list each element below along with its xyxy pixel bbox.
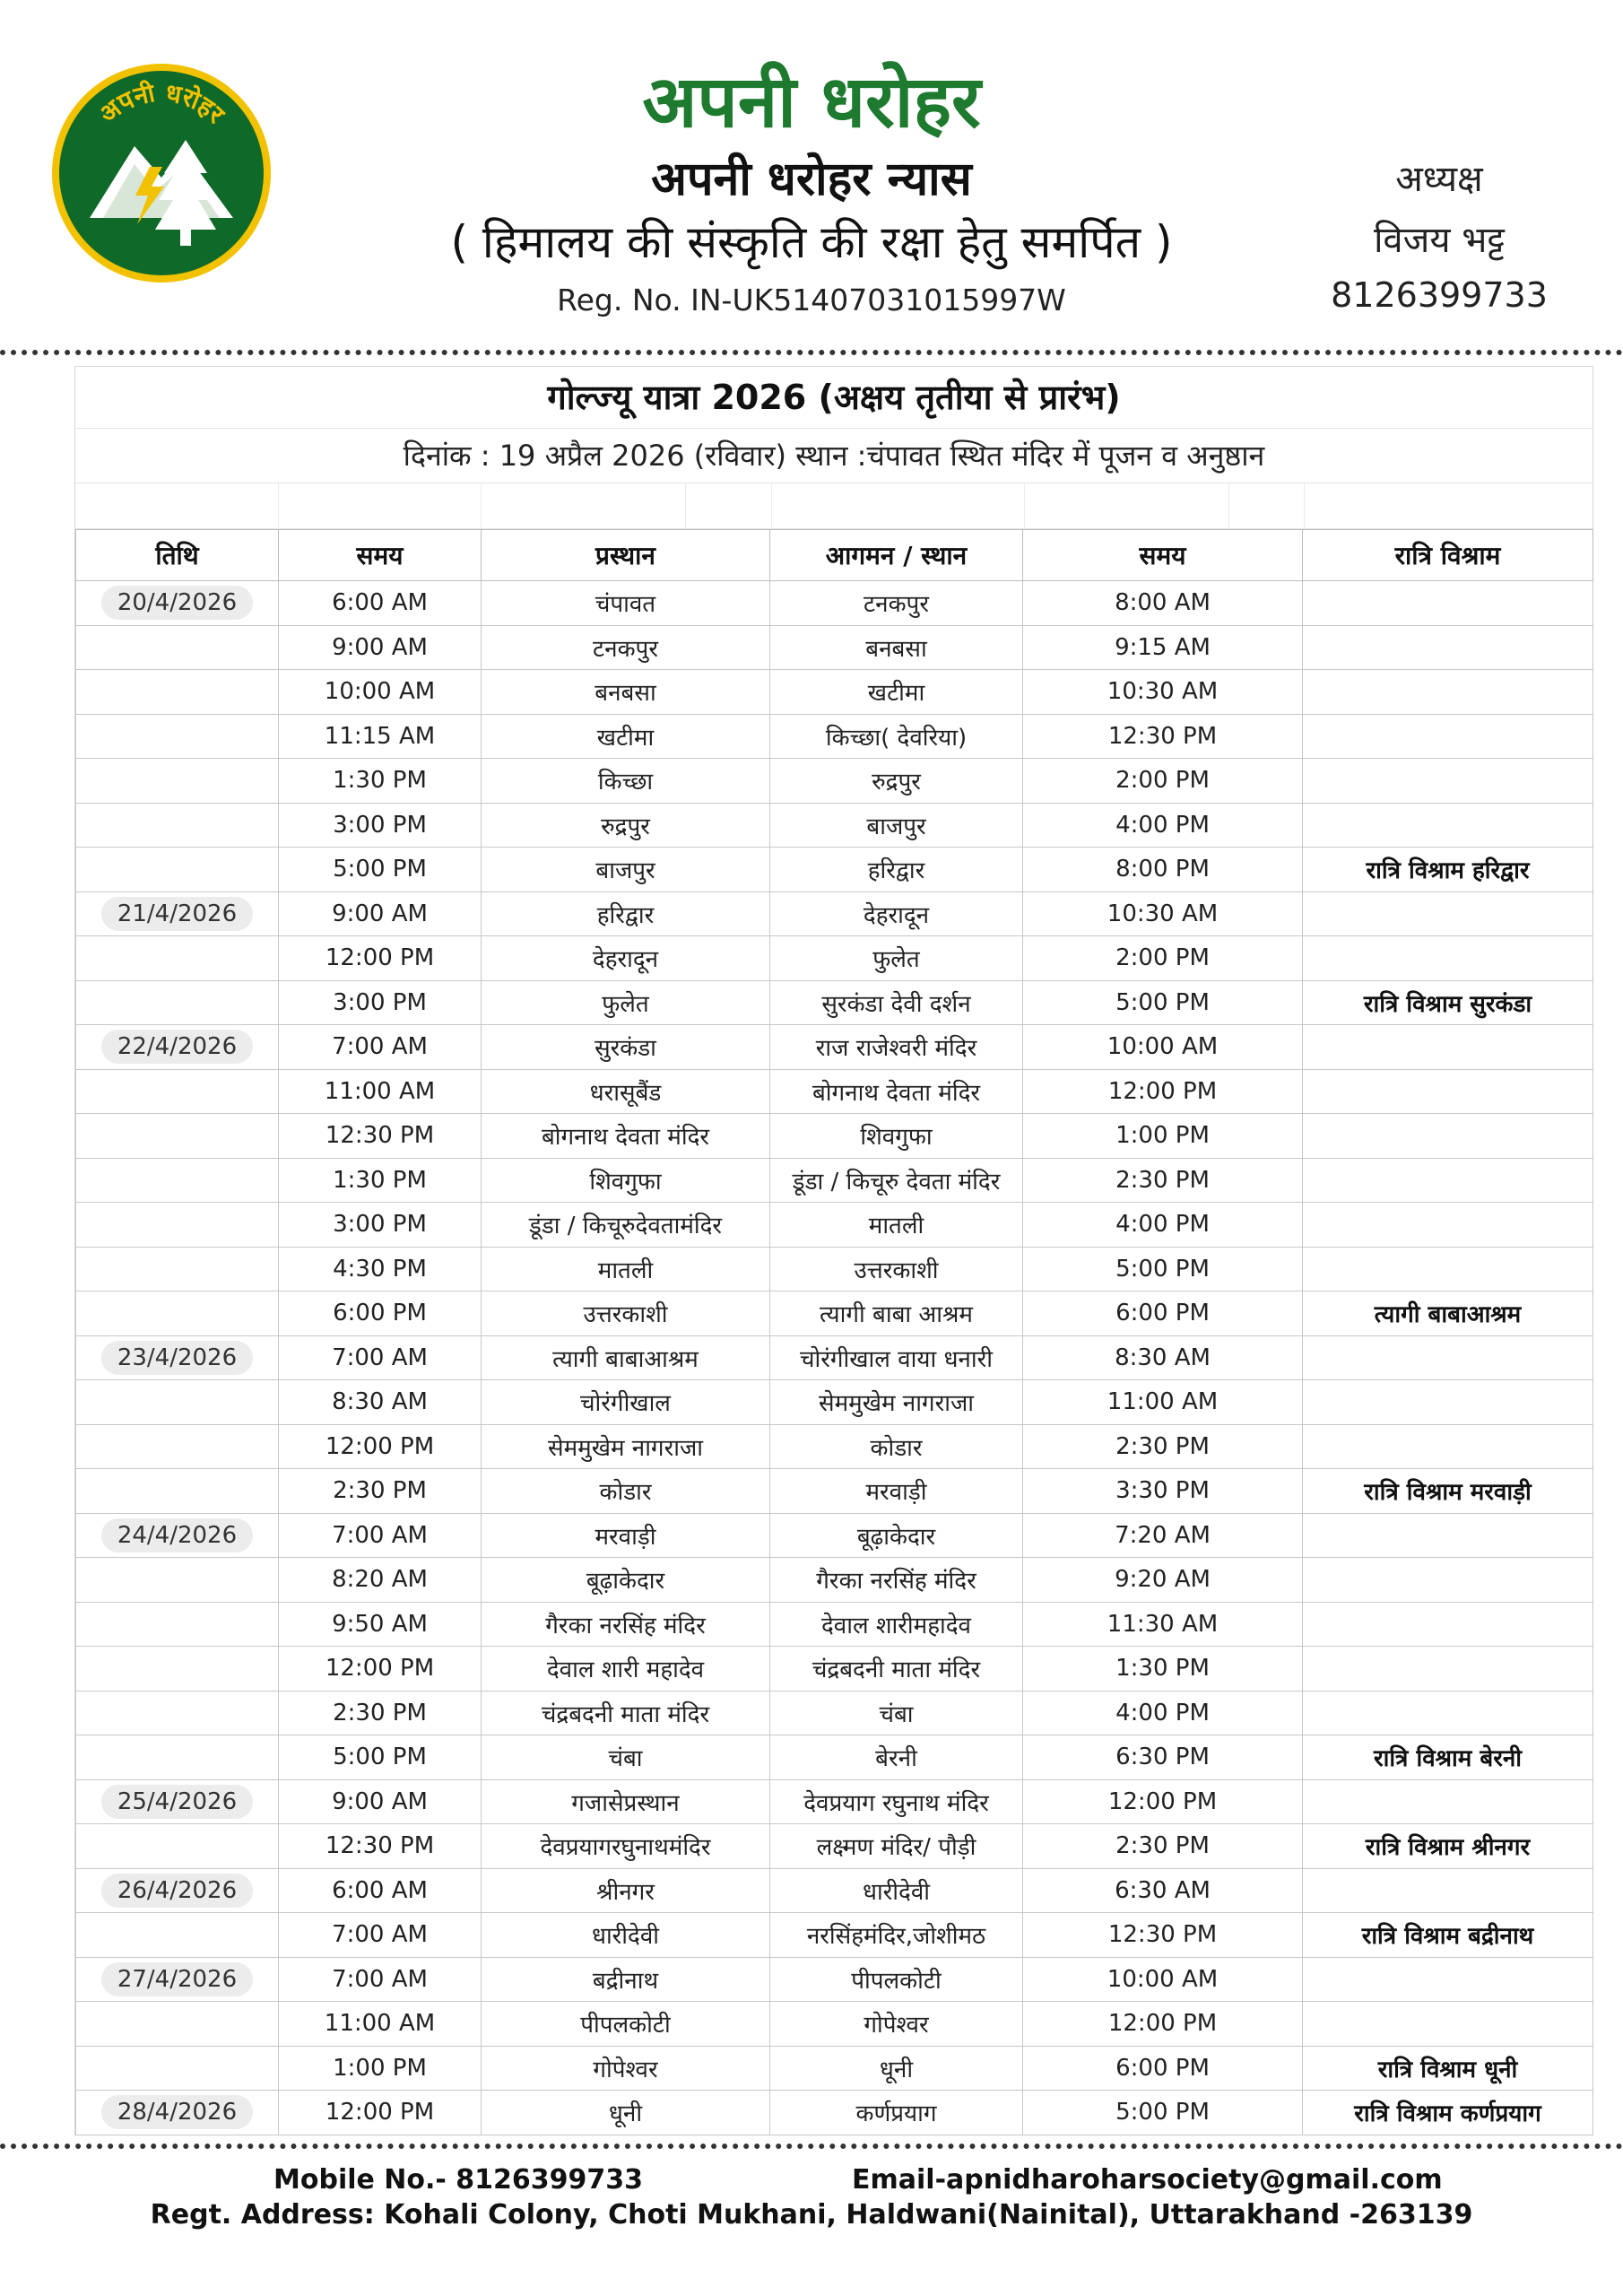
departure-time: 11:00 AM bbox=[279, 2002, 482, 2047]
departure-time: 7:00 AM bbox=[279, 1513, 482, 1558]
table-row bbox=[76, 714, 1593, 759]
departure-time: 1:30 PM bbox=[279, 759, 482, 804]
departure-place: हरिद्वार bbox=[482, 891, 770, 936]
departure-time: 11:15 AM bbox=[279, 714, 482, 759]
table-row bbox=[76, 1114, 1593, 1159]
table-row bbox=[76, 1957, 1593, 2002]
table-row bbox=[76, 1602, 1593, 1647]
date-cell bbox=[76, 1558, 279, 1603]
night-stay: रात्रि विश्राम बेरनी bbox=[1303, 1735, 1593, 1780]
arrival-place: देवप्रयाग रघुनाथ मंदिर bbox=[770, 1779, 1023, 1824]
night-stay bbox=[1303, 1069, 1593, 1114]
departure-place: चंबा bbox=[482, 1735, 770, 1780]
trust-name: अपनी धरोहर न्यास bbox=[651, 152, 972, 206]
arrival-time: 4:00 PM bbox=[1023, 1691, 1303, 1735]
arrival-place: धूनी bbox=[770, 2046, 1023, 2091]
departure-place: कोडार bbox=[482, 1469, 770, 1514]
itinerary-sheet bbox=[74, 366, 1593, 2135]
night-stay bbox=[1303, 936, 1593, 981]
departure-time: 1:30 PM bbox=[279, 1158, 482, 1203]
arrival-time: 8:00 AM bbox=[1023, 581, 1303, 626]
table-row bbox=[76, 2002, 1593, 2047]
date-chip: 28/4/2026 bbox=[101, 2095, 253, 2129]
arrival-place: बाजपुर bbox=[770, 803, 1023, 848]
departure-place: बूढ़ाकेदार bbox=[482, 1558, 770, 1603]
table-row bbox=[76, 1513, 1593, 1558]
date-chip: 24/4/2026 bbox=[101, 1518, 253, 1552]
arrival-time: 4:00 PM bbox=[1023, 1203, 1303, 1248]
departure-time: 3:00 PM bbox=[279, 803, 482, 848]
departure-place: सुरकंडा bbox=[482, 1025, 770, 1070]
date-cell bbox=[76, 1868, 279, 1913]
arrival-time: 12:30 PM bbox=[1023, 714, 1303, 759]
date-chip: 21/4/2026 bbox=[101, 897, 253, 931]
arrival-place: सेममुखेम नागराजा bbox=[770, 1380, 1023, 1425]
column-header: रात्रि विश्राम bbox=[1303, 530, 1593, 581]
schedule-table bbox=[75, 529, 1593, 2135]
arrival-time: 11:00 AM bbox=[1023, 1380, 1303, 1425]
departure-place: फुलेत bbox=[482, 980, 770, 1025]
arrival-place: बेरनी bbox=[770, 1735, 1023, 1780]
departure-place: टनकपुर bbox=[482, 625, 770, 670]
departure-time: 9:00 AM bbox=[279, 625, 482, 670]
departure-place: बद्रीनाथ bbox=[482, 1957, 770, 2002]
departure-time: 5:00 PM bbox=[279, 1735, 482, 1780]
date-cell bbox=[76, 2046, 279, 2091]
arrival-time: 9:20 AM bbox=[1023, 1558, 1303, 1603]
date-cell bbox=[76, 1025, 279, 1070]
table-row bbox=[76, 2091, 1593, 2135]
arrival-place: लक्ष्मण मंदिर/ पौड़ी bbox=[770, 1824, 1023, 1869]
date-chip: 25/4/2026 bbox=[101, 1785, 253, 1819]
date-chip: 27/4/2026 bbox=[101, 1962, 253, 1996]
night-stay bbox=[1303, 670, 1593, 715]
table-row bbox=[76, 936, 1593, 981]
night-stay: त्यागी बाबाआश्रम bbox=[1303, 1292, 1593, 1336]
arrival-time: 11:30 AM bbox=[1023, 1602, 1303, 1647]
table-row bbox=[76, 1691, 1593, 1735]
night-stay bbox=[1303, 1335, 1593, 1380]
date-cell bbox=[76, 1735, 279, 1780]
departure-place: गैरका नरसिंह मंदिर bbox=[482, 1602, 770, 1647]
night-stay bbox=[1303, 1647, 1593, 1692]
departure-place: सेममुखेम नागराजा bbox=[482, 1424, 770, 1469]
departure-time: 7:00 AM bbox=[279, 1913, 482, 1958]
departure-place: बोगनाथ देवता मंदिर bbox=[482, 1114, 770, 1159]
night-stay bbox=[1303, 1868, 1593, 1913]
table-row bbox=[76, 1025, 1593, 1070]
night-stay bbox=[1303, 1158, 1593, 1203]
departure-place: देवप्रयागरघुनाथमंदिर bbox=[482, 1824, 770, 1869]
arrival-place: नरसिंहमंदिर,जोशीमठ bbox=[770, 1913, 1023, 1958]
night-stay: रात्रि विश्राम कर्णप्रयाग bbox=[1303, 2091, 1593, 2135]
blank-row bbox=[75, 483, 1593, 529]
date-chip: 20/4/2026 bbox=[101, 586, 253, 620]
arrival-place: बोगनाथ देवता मंदिर bbox=[770, 1069, 1023, 1114]
night-stay bbox=[1303, 1114, 1593, 1159]
table-row bbox=[76, 848, 1593, 892]
departure-place: त्यागी बाबाआश्रम bbox=[482, 1335, 770, 1380]
date-chip: 22/4/2026 bbox=[101, 1030, 253, 1064]
arrival-time: 9:15 AM bbox=[1023, 625, 1303, 670]
departure-place: धरासूबैंड bbox=[482, 1069, 770, 1114]
departure-place: चोरंगीखाल bbox=[482, 1380, 770, 1425]
date-cell bbox=[76, 1335, 279, 1380]
arrival-time: 8:30 AM bbox=[1023, 1335, 1303, 1380]
table-row bbox=[76, 891, 1593, 936]
table-row bbox=[76, 1469, 1593, 1514]
departure-place: देहरादून bbox=[482, 936, 770, 981]
date-cell bbox=[76, 581, 279, 626]
footer-email: Email-apnidharoharsociety@gmail.com bbox=[852, 2164, 1443, 2196]
column-header: तिथि bbox=[76, 530, 279, 581]
table-row bbox=[76, 625, 1593, 670]
departure-place: चंद्रबदनी माता मंदिर bbox=[482, 1691, 770, 1735]
arrival-place: कर्णप्रयाग bbox=[770, 2091, 1023, 2135]
arrival-place: डूंडा / किचूरु देवता मंदिर bbox=[770, 1158, 1023, 1203]
departure-place: धूनी bbox=[482, 2091, 770, 2135]
header-divider bbox=[0, 350, 1623, 355]
departure-time: 9:00 AM bbox=[279, 891, 482, 936]
departure-time: 6:00 AM bbox=[279, 581, 482, 626]
departure-place: बनबसा bbox=[482, 670, 770, 715]
arrival-time: 10:00 AM bbox=[1023, 1025, 1303, 1070]
arrival-time: 6:30 AM bbox=[1023, 1868, 1303, 1913]
arrival-place: चंबा bbox=[770, 1691, 1023, 1735]
departure-time: 7:00 AM bbox=[279, 1957, 482, 2002]
table-row bbox=[76, 1558, 1593, 1603]
date-cell bbox=[76, 1957, 279, 2002]
departure-place: पीपलकोटी bbox=[482, 2002, 770, 2047]
table-row bbox=[76, 1247, 1593, 1292]
table-row bbox=[76, 1335, 1593, 1380]
departure-time: 12:00 PM bbox=[279, 1647, 482, 1692]
departure-place: मातली bbox=[482, 1247, 770, 1292]
departure-time: 8:20 AM bbox=[279, 1558, 482, 1603]
departure-time: 6:00 PM bbox=[279, 1292, 482, 1336]
arrival-place: धारीदेवी bbox=[770, 1868, 1023, 1913]
arrival-place: बनबसा bbox=[770, 625, 1023, 670]
night-stay bbox=[1303, 1025, 1593, 1070]
departure-place: धारीदेवी bbox=[482, 1913, 770, 1958]
night-stay bbox=[1303, 891, 1593, 936]
arrival-time: 10:30 AM bbox=[1023, 670, 1303, 715]
date-cell bbox=[76, 1203, 279, 1248]
departure-place: रुद्रपुर bbox=[482, 803, 770, 848]
table-row bbox=[76, 759, 1593, 804]
date-cell bbox=[76, 1069, 279, 1114]
night-stay bbox=[1303, 1203, 1593, 1248]
arrival-time: 2:00 PM bbox=[1023, 936, 1303, 981]
date-cell bbox=[76, 1380, 279, 1425]
departure-place: मरवाड़ी bbox=[482, 1513, 770, 1558]
arrival-place: शिवगुफा bbox=[770, 1114, 1023, 1159]
president-phone: 8126399733 bbox=[1331, 275, 1548, 315]
departure-place: देवाल शारी महादेव bbox=[482, 1647, 770, 1692]
table-row bbox=[76, 1292, 1593, 1336]
night-stay bbox=[1303, 625, 1593, 670]
departure-time: 12:00 PM bbox=[279, 936, 482, 981]
arrival-place: कोडार bbox=[770, 1424, 1023, 1469]
night-stay bbox=[1303, 714, 1593, 759]
table-row bbox=[76, 1779, 1593, 1824]
schedule-body bbox=[76, 581, 1593, 2135]
night-stay bbox=[1303, 1513, 1593, 1558]
departure-place: उत्तरकाशी bbox=[482, 1292, 770, 1336]
departure-time: 5:00 PM bbox=[279, 848, 482, 892]
date-cell bbox=[76, 2091, 279, 2135]
date-cell bbox=[76, 803, 279, 848]
departure-time: 12:30 PM bbox=[279, 1114, 482, 1159]
arrival-place: मातली bbox=[770, 1203, 1023, 1248]
organization-title: अपनी धरोहर bbox=[642, 60, 981, 144]
arrival-place: गैरका नरसिंह मंदिर bbox=[770, 1558, 1023, 1603]
table-row bbox=[76, 1380, 1593, 1425]
arrival-place: गोपेश्वर bbox=[770, 2002, 1023, 2047]
footer-mobile: Mobile No.- 8126399733 bbox=[273, 2164, 644, 2196]
date-cell bbox=[76, 714, 279, 759]
night-stay bbox=[1303, 1602, 1593, 1647]
departure-time: 12:00 PM bbox=[279, 1424, 482, 1469]
itinerary-subtitle: दिनांक : 19 अप्रैल 2026 (रविवार) स्थान :चंपावत स्थित मंदिर में पूजन व अनुष्ठान bbox=[75, 429, 1593, 483]
night-stay bbox=[1303, 803, 1593, 848]
column-header: आगमन / स्थान bbox=[770, 530, 1023, 581]
arrival-place: रुद्रपुर bbox=[770, 759, 1023, 804]
date-cell bbox=[76, 1647, 279, 1692]
arrival-time: 2:30 PM bbox=[1023, 1824, 1303, 1869]
departure-place: डूंडा / किचूरुदेवतामंदिर bbox=[482, 1203, 770, 1248]
table-row bbox=[76, 1647, 1593, 1692]
arrival-time: 1:30 PM bbox=[1023, 1647, 1303, 1692]
date-cell bbox=[76, 891, 279, 936]
table-header-row bbox=[76, 530, 1593, 581]
date-cell bbox=[76, 1513, 279, 1558]
arrival-place: देवाल शारीमहादेव bbox=[770, 1602, 1023, 1647]
date-chip: 23/4/2026 bbox=[101, 1341, 253, 1375]
arrival-time: 7:20 AM bbox=[1023, 1513, 1303, 1558]
arrival-time: 2:00 PM bbox=[1023, 759, 1303, 804]
departure-time: 12:00 PM bbox=[279, 2091, 482, 2135]
arrival-time: 5:00 PM bbox=[1023, 1247, 1303, 1292]
column-header: समय bbox=[1023, 530, 1303, 581]
date-cell bbox=[76, 936, 279, 981]
table-row bbox=[76, 1203, 1593, 1248]
itinerary-title: गोल्ज्यू यात्रा 2026 (अक्षय तृतीया से प्रारंभ) bbox=[75, 367, 1593, 429]
night-stay: रात्रि विश्राम धूनी bbox=[1303, 2046, 1593, 2091]
table-row bbox=[76, 2046, 1593, 2091]
registration-number: Reg. No. IN-UK51407031015997W bbox=[557, 283, 1066, 317]
table-row bbox=[76, 1424, 1593, 1469]
arrival-place: पीपलकोटी bbox=[770, 1957, 1023, 2002]
departure-place: किच्छा bbox=[482, 759, 770, 804]
night-stay bbox=[1303, 1247, 1593, 1292]
date-cell bbox=[76, 1424, 279, 1469]
president-label: अध्यक्ष bbox=[1395, 159, 1483, 200]
arrival-place: चंद्रबदनी माता मंदिर bbox=[770, 1647, 1023, 1692]
arrival-time: 12:00 PM bbox=[1023, 1779, 1303, 1824]
arrival-time: 5:00 PM bbox=[1023, 2091, 1303, 2135]
arrival-place: खटीमा bbox=[770, 670, 1023, 715]
arrival-place: फुलेत bbox=[770, 936, 1023, 981]
table-row bbox=[76, 1735, 1593, 1780]
departure-place: गोपेश्वर bbox=[482, 2046, 770, 2091]
departure-place: खटीमा bbox=[482, 714, 770, 759]
table-row bbox=[76, 581, 1593, 626]
departure-time: 3:00 PM bbox=[279, 1203, 482, 1248]
departure-time: 7:00 AM bbox=[279, 1335, 482, 1380]
date-cell bbox=[76, 1824, 279, 1869]
logo-text: अपनी धरोहर bbox=[93, 77, 230, 129]
table-row bbox=[76, 1913, 1593, 1958]
arrival-place: चोरंगीखाल वाया धनारी bbox=[770, 1335, 1023, 1380]
date-cell bbox=[76, 848, 279, 892]
footer-address: Regt. Address: Kohali Colony, Choti Mukhani, Haldwani(Nainital), Uttarakhand -263139 bbox=[150, 2199, 1473, 2231]
table-row bbox=[76, 670, 1593, 715]
table-row bbox=[76, 1824, 1593, 1869]
arrival-place: देहरादून bbox=[770, 891, 1023, 936]
night-stay bbox=[1303, 1691, 1593, 1735]
departure-place: गजासेप्रस्थान bbox=[482, 1779, 770, 1824]
date-cell bbox=[76, 1114, 279, 1159]
date-cell bbox=[76, 1292, 279, 1336]
departure-time: 2:30 PM bbox=[279, 1469, 482, 1514]
arrival-place: सुरकंडा देवी दर्शन bbox=[770, 980, 1023, 1025]
departure-place: श्रीनगर bbox=[482, 1868, 770, 1913]
departure-time: 4:30 PM bbox=[279, 1247, 482, 1292]
departure-place: चंपावत bbox=[482, 581, 770, 626]
date-cell bbox=[76, 1602, 279, 1647]
arrival-time: 2:30 PM bbox=[1023, 1158, 1303, 1203]
night-stay: रात्रि विश्राम मरवाड़ी bbox=[1303, 1469, 1593, 1514]
date-cell bbox=[76, 1779, 279, 1824]
departure-time: 3:00 PM bbox=[279, 980, 482, 1025]
night-stay: रात्रि विश्राम श्रीनगर bbox=[1303, 1824, 1593, 1869]
arrival-place: किच्छा( देवरिया) bbox=[770, 714, 1023, 759]
departure-time: 9:50 AM bbox=[279, 1602, 482, 1647]
night-stay bbox=[1303, 581, 1593, 626]
arrival-time: 8:00 PM bbox=[1023, 848, 1303, 892]
arrival-place: उत्तरकाशी bbox=[770, 1247, 1023, 1292]
departure-place: शिवगुफा bbox=[482, 1158, 770, 1203]
departure-time: 7:00 AM bbox=[279, 1025, 482, 1070]
tagline: ( हिमालय की संस्कृति की रक्षा हेतु समर्पित ) bbox=[450, 216, 1173, 268]
date-cell bbox=[76, 1158, 279, 1203]
table-row bbox=[76, 980, 1593, 1025]
arrival-time: 4:00 PM bbox=[1023, 803, 1303, 848]
table-row bbox=[76, 1069, 1593, 1114]
arrival-time: 3:30 PM bbox=[1023, 1469, 1303, 1514]
arrival-time: 5:00 PM bbox=[1023, 980, 1303, 1025]
table-row bbox=[76, 1868, 1593, 1913]
departure-time: 11:00 AM bbox=[279, 1069, 482, 1114]
arrival-time: 2:30 PM bbox=[1023, 1424, 1303, 1469]
arrival-time: 10:30 AM bbox=[1023, 891, 1303, 936]
date-cell bbox=[76, 625, 279, 670]
night-stay: रात्रि विश्राम सुरकंडा bbox=[1303, 980, 1593, 1025]
arrival-place: राज राजेश्वरी मंदिर bbox=[770, 1025, 1023, 1070]
night-stay bbox=[1303, 1957, 1593, 2002]
table-row bbox=[76, 803, 1593, 848]
date-cell bbox=[76, 980, 279, 1025]
date-chip: 26/4/2026 bbox=[101, 1874, 253, 1908]
footer-divider bbox=[0, 2144, 1623, 2149]
night-stay bbox=[1303, 1424, 1593, 1469]
night-stay: रात्रि विश्राम हरिद्वार bbox=[1303, 848, 1593, 892]
arrival-place: मरवाड़ी bbox=[770, 1469, 1023, 1514]
night-stay bbox=[1303, 1779, 1593, 1824]
departure-time: 1:00 PM bbox=[279, 2046, 482, 2091]
table-row bbox=[76, 1158, 1593, 1203]
arrival-time: 10:00 AM bbox=[1023, 1957, 1303, 2002]
date-cell bbox=[76, 1247, 279, 1292]
departure-time: 9:00 AM bbox=[279, 1779, 482, 1824]
night-stay bbox=[1303, 1380, 1593, 1425]
departure-place: बाजपुर bbox=[482, 848, 770, 892]
night-stay bbox=[1303, 1558, 1593, 1603]
arrival-place: बूढ़ाकेदार bbox=[770, 1513, 1023, 1558]
departure-time: 6:00 AM bbox=[279, 1868, 482, 1913]
night-stay bbox=[1303, 759, 1593, 804]
date-cell bbox=[76, 759, 279, 804]
departure-time: 12:30 PM bbox=[279, 1824, 482, 1869]
arrival-place: हरिद्वार bbox=[770, 848, 1023, 892]
departure-time: 2:30 PM bbox=[279, 1691, 482, 1735]
arrival-time: 12:00 PM bbox=[1023, 2002, 1303, 2047]
date-cell bbox=[76, 1469, 279, 1514]
arrival-place: टनकपुर bbox=[770, 581, 1023, 626]
night-stay: रात्रि विश्राम बद्रीनाथ bbox=[1303, 1913, 1593, 1958]
arrival-time: 6:30 PM bbox=[1023, 1735, 1303, 1780]
date-cell bbox=[76, 1913, 279, 1958]
column-header: समय bbox=[279, 530, 482, 581]
arrival-time: 6:00 PM bbox=[1023, 2046, 1303, 2091]
departure-time: 8:30 AM bbox=[279, 1380, 482, 1425]
president-name: विजय भट्ट bbox=[1374, 220, 1505, 261]
arrival-place: त्यागी बाबा आश्रम bbox=[770, 1292, 1023, 1336]
arrival-time: 6:00 PM bbox=[1023, 1292, 1303, 1336]
night-stay bbox=[1303, 2002, 1593, 2047]
arrival-time: 12:30 PM bbox=[1023, 1913, 1303, 1958]
arrival-time: 1:00 PM bbox=[1023, 1114, 1303, 1159]
arrival-time: 12:00 PM bbox=[1023, 1069, 1303, 1114]
departure-time: 10:00 AM bbox=[279, 670, 482, 715]
date-cell bbox=[76, 2002, 279, 2047]
date-cell bbox=[76, 670, 279, 715]
column-header: प्रस्थान bbox=[482, 530, 770, 581]
date-cell bbox=[76, 1691, 279, 1735]
